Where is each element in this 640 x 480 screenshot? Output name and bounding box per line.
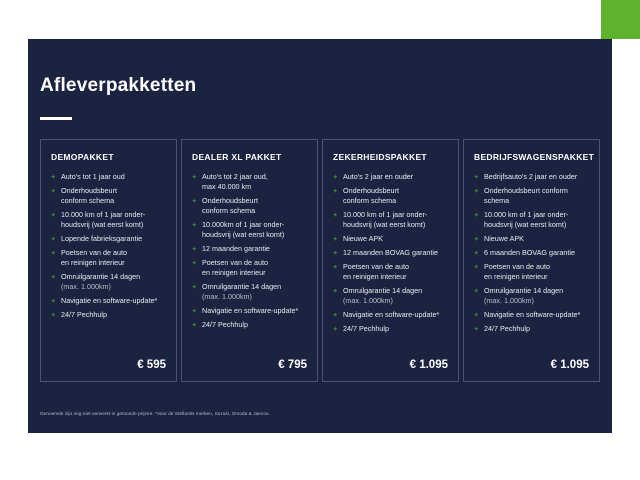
list-item <box>474 310 589 320</box>
feature-subtext: (max. 1.000km) <box>343 296 393 305</box>
feature-text: Bedrijfsauto's 2 jaar en ouder <box>484 172 578 181</box>
plus-icon: + <box>51 272 56 281</box>
package-title: ZEKERHEIDSPAKKET <box>333 152 427 162</box>
plus-icon: + <box>192 172 197 181</box>
package-title: DEALER XL PAKKET <box>192 152 282 162</box>
list-item <box>474 234 589 244</box>
feature-text: Onderhoudsbeurt <box>61 186 117 195</box>
feature-text: Nieuwe APK <box>343 234 383 243</box>
package-card[interactable] <box>181 139 318 382</box>
feature-text: 24/7 Pechhulp <box>61 310 107 319</box>
feature-text: 12 maanden garantie <box>202 244 270 253</box>
list-item <box>192 258 307 278</box>
feature-text-cont: en reinigen interieur <box>202 268 266 277</box>
feature-text: Auto's tot 1 jaar oud <box>61 172 125 181</box>
feature-text: Omruilgarantie 14 dagen <box>61 272 141 281</box>
list-item <box>333 210 448 230</box>
plus-icon: + <box>474 324 479 333</box>
feature-text: Poetsen van de auto <box>202 258 268 267</box>
list-item <box>333 186 448 206</box>
feature-text: 10.000 km of 1 jaar onder- <box>484 210 569 219</box>
plus-icon: + <box>474 286 479 295</box>
feature-text-cont: houdsvrij (wat eerst komt) <box>202 230 285 239</box>
list-item <box>192 282 307 302</box>
plus-icon: + <box>474 172 479 181</box>
plus-icon: + <box>51 172 56 181</box>
feature-text-cont: houdsvrij (wat eerst komt) <box>61 220 144 229</box>
plus-icon: + <box>333 262 338 271</box>
feature-text-cont: conform schema <box>343 196 397 205</box>
feature-text-cont: houdsvrij (wat eerst komt) <box>484 220 567 229</box>
plus-icon: + <box>474 310 479 319</box>
list-item <box>474 172 589 182</box>
plus-icon: + <box>474 248 479 257</box>
package-card-list <box>40 139 600 382</box>
feature-text: Poetsen van de auto <box>61 248 127 257</box>
feature-text-cont: conform schema <box>61 196 115 205</box>
feature-subtext: (max. 1.000km) <box>202 292 252 301</box>
plus-icon: + <box>51 296 56 305</box>
feature-text: 24/7 Pechhulp <box>484 324 530 333</box>
plus-icon: + <box>192 196 197 205</box>
list-item <box>51 272 166 292</box>
plus-icon: + <box>51 248 56 257</box>
list-item <box>51 296 166 306</box>
list-item <box>474 324 589 334</box>
plus-icon: + <box>333 324 338 333</box>
footnote: Genoemde zijn nog niet verwerkt in getoonde prijzen. *Voor de Stellantis merken, Suzuki, Omoda & Jaecoo. <box>40 411 270 416</box>
list-item <box>192 320 307 330</box>
feature-text: Onderhoudsbeurt <box>202 196 258 205</box>
plus-icon: + <box>474 234 479 243</box>
feature-text: Onderhoudsbeurt <box>343 186 399 195</box>
list-item <box>51 186 166 206</box>
feature-text: Auto's 2 jaar en ouder <box>343 172 414 181</box>
plus-icon: + <box>333 234 338 243</box>
feature-text: Lopende fabrieksgarantie <box>61 234 143 243</box>
list-item <box>474 248 589 258</box>
feature-text: Navigatie en software-update* <box>343 310 440 319</box>
list-item <box>333 324 448 334</box>
list-item <box>192 172 307 192</box>
package-card[interactable] <box>40 139 177 382</box>
plus-icon: + <box>333 210 338 219</box>
feature-text-cont: en reinigen interieur <box>61 258 125 267</box>
plus-icon: + <box>192 258 197 267</box>
feature-text-cont: en reinigen interieur <box>484 272 548 281</box>
feature-text-cont: conform schema <box>202 206 256 215</box>
plus-icon: + <box>51 310 56 319</box>
feature-text: Omruilgarantie 14 dagen <box>484 286 564 295</box>
plus-icon: + <box>51 234 56 243</box>
feature-text-cont: max 40.000 km <box>202 182 252 191</box>
plus-icon: + <box>333 172 338 181</box>
feature-text-cont: en reinigen interieur <box>343 272 407 281</box>
plus-icon: + <box>474 186 479 195</box>
feature-text: Auto's tot 2 jaar oud, <box>202 172 268 181</box>
feature-subtext: (max. 1.000km) <box>61 282 111 291</box>
package-price: € 795 <box>278 359 307 371</box>
feature-list <box>51 172 166 351</box>
list-item <box>333 286 448 306</box>
feature-list <box>192 172 307 351</box>
list-item <box>474 186 589 206</box>
feature-text: Omruilgarantie 14 dagen <box>202 282 282 291</box>
feature-text: Nieuwe APK <box>484 234 524 243</box>
list-item <box>333 310 448 320</box>
list-item <box>333 262 448 282</box>
plus-icon: + <box>192 244 197 253</box>
feature-text: 24/7 Pechhulp <box>202 320 248 329</box>
list-item <box>51 172 166 182</box>
feature-text: Navigatie en software-update* <box>61 296 158 305</box>
package-price: € 595 <box>137 359 166 371</box>
page-title: Afleverpakketten <box>40 75 197 96</box>
list-item <box>51 234 166 244</box>
feature-text: Navigatie en software-update* <box>484 310 581 319</box>
feature-text: 6 maanden BOVAG garantie <box>484 248 575 257</box>
feature-text-cont: schema <box>484 196 510 205</box>
accent-block <box>601 0 640 39</box>
feature-text: 24/7 Pechhulp <box>343 324 389 333</box>
list-item <box>474 262 589 282</box>
package-price: € 1.095 <box>409 359 448 371</box>
plus-icon: + <box>474 210 479 219</box>
plus-icon: + <box>333 186 338 195</box>
plus-icon: + <box>192 282 197 291</box>
feature-subtext: (max. 1.000km) <box>484 296 534 305</box>
list-item <box>192 244 307 254</box>
feature-text-cont: houdsvrij (wat eerst komt) <box>343 220 426 229</box>
list-item <box>474 210 589 230</box>
plus-icon: + <box>474 262 479 271</box>
plus-icon: + <box>192 306 197 315</box>
package-price: € 1.095 <box>550 359 589 371</box>
package-title: BEDRIJFSWAGENSPAKKET <box>474 152 595 162</box>
list-item <box>333 248 448 258</box>
feature-text: 10.000 km of 1 jaar onder- <box>61 210 146 219</box>
list-item <box>192 220 307 240</box>
feature-text: 12 maanden BOVAG garantie <box>343 248 438 257</box>
feature-text: Navigatie en software-update* <box>202 306 299 315</box>
feature-text: 10.000km of 1 jaar onder- <box>202 220 285 229</box>
list-item <box>51 248 166 268</box>
list-item <box>474 286 589 306</box>
feature-text: Onderhoudsbeurt conform <box>484 186 568 195</box>
list-item <box>333 172 448 182</box>
list-item <box>333 234 448 244</box>
plus-icon: + <box>333 310 338 319</box>
feature-list <box>474 172 589 351</box>
feature-text: Poetsen van de auto <box>343 262 409 271</box>
feature-text: Poetsen van de auto <box>484 262 550 271</box>
package-card[interactable] <box>322 139 459 382</box>
plus-icon: + <box>51 210 56 219</box>
list-item <box>192 196 307 216</box>
list-item <box>51 310 166 320</box>
feature-text: Omruilgarantie 14 dagen <box>343 286 423 295</box>
feature-text: 10.000 km of 1 jaar onder- <box>343 210 428 219</box>
list-item <box>51 210 166 230</box>
plus-icon: + <box>51 186 56 195</box>
list-item <box>192 306 307 316</box>
title-underline <box>40 117 72 120</box>
plus-icon: + <box>192 320 197 329</box>
package-card[interactable] <box>463 139 600 382</box>
package-title: DEMOPAKKET <box>51 152 114 162</box>
plus-icon: + <box>333 248 338 257</box>
plus-icon: + <box>333 286 338 295</box>
plus-icon: + <box>192 220 197 229</box>
feature-list <box>333 172 448 351</box>
